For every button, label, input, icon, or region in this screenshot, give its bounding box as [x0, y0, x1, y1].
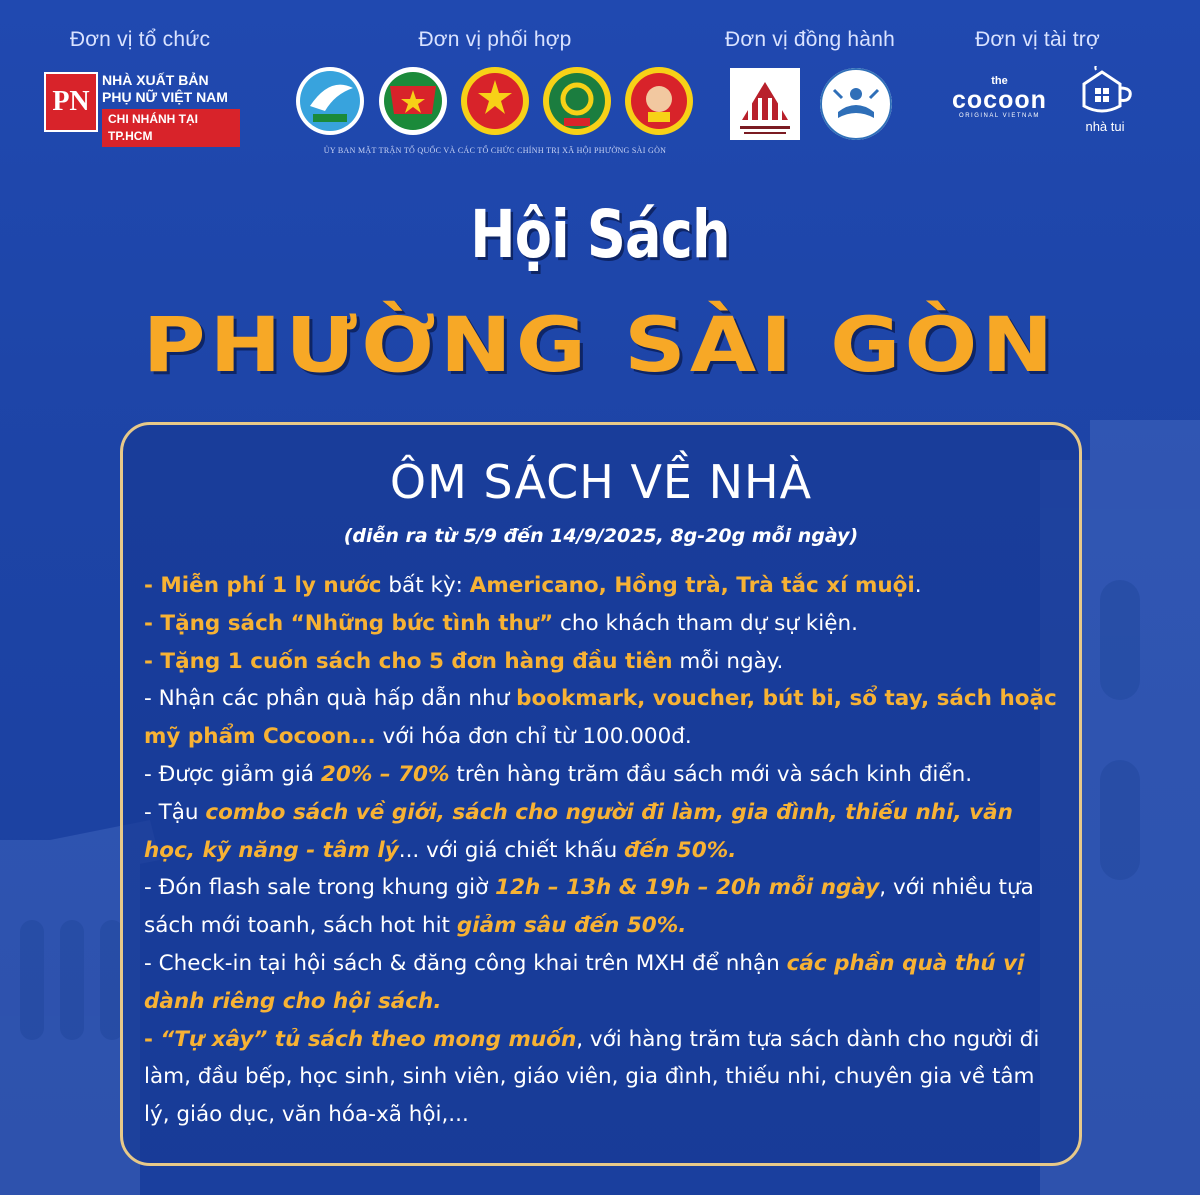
promo-item-text: combo sách về giới, sách cho người đi làm, gia đình, thiếu nhi, văn học, kỹ năng - tâm lý — [144, 799, 1013, 863]
publisher-branch: CHI NHÁNH TẠI TP.HCM — [102, 109, 240, 147]
cocoon-word: cocoon — [952, 86, 1047, 114]
house-of-wisdom-logo — [730, 68, 800, 140]
cup-house-icon — [1076, 66, 1134, 116]
coordinator-label: Đơn vị phối hợp — [418, 28, 572, 51]
promo-item — [144, 945, 1064, 1021]
cocoon-the: the — [991, 75, 1008, 87]
organizer-group — [40, 28, 240, 156]
promo-item-text: - Tặng sách “Những bức tình thư” — [144, 610, 554, 636]
promo-item-text: 20% – 70% — [320, 761, 450, 787]
promo-item-text: - Tặng 1 cuốn sách cho 5 đơn hàng đầu tiên — [144, 648, 673, 674]
promo-item — [144, 567, 1064, 605]
panel-heading: ÔM SÁCH VỀ NHÀ — [389, 455, 813, 509]
promo-item — [144, 756, 1064, 794]
fatherland-front-logo — [460, 66, 530, 136]
promo-item-text: bất kỳ: — [381, 573, 470, 598]
coordinator-group — [290, 28, 700, 156]
cocoon-sub: ORIGINAL VIETNAM — [959, 113, 1040, 119]
committee-caption: ỦY BAN MẶT TRẬN TỔ QUỐC VÀ CÁC TỔ CHỨC CHÍNH TRỊ XÃ HỘI PHƯỜNG SÀI GÒN — [323, 146, 667, 155]
publisher-name-line1: NHÀ XUẤT BẢN — [102, 72, 209, 88]
nha-tui-logo — [1075, 66, 1135, 134]
title-line1: Hội Sách — [470, 196, 730, 273]
promo-item — [144, 643, 1064, 681]
promo-item-text: các phần quà thú vị dành riêng cho hội sách. — [144, 950, 1025, 1014]
promo-item-text: cho khách tham dự sự kiện. — [553, 610, 858, 636]
companion-label: Đơn vị đồng hành — [725, 28, 895, 51]
promo-item-text: với hóa đơn chỉ từ 100.000đ. — [375, 724, 692, 750]
promo-item — [144, 605, 1064, 643]
promo-item-text: mỗi ngày. — [672, 648, 784, 674]
panel-dates: (diễn ra từ 5/9 đến 14/9/2025, 8g-20g mỗi ngày) — [343, 525, 859, 547]
promo-item-text: . — [914, 573, 922, 598]
pn-publisher-logo: PN — [44, 72, 98, 132]
promo-item — [144, 1021, 1064, 1134]
labor-union-logo — [542, 66, 612, 136]
promo-item — [144, 869, 1064, 945]
promo-item — [144, 794, 1064, 870]
promo-item — [144, 680, 1064, 756]
nha-tui-text: nhà tui — [1085, 119, 1125, 134]
sponsor-header — [0, 28, 1200, 178]
publisher-name — [102, 72, 240, 147]
sponsor-label: Đơn vị tài trợ — [975, 28, 1100, 51]
promo-item-text: - Được giảm giá — [144, 761, 321, 787]
promo-item-text: bookmark, voucher, bút bi, sổ tay, sách hoặc mỹ phẩm Cocoon... — [144, 686, 1057, 750]
publisher-name-line2: PHỤ NỮ VIỆT NAM — [102, 89, 228, 105]
organizer-label: Đơn vị tổ chức — [69, 28, 211, 51]
compassion-books-logo — [820, 68, 892, 140]
promo-item-text: - Tậu — [144, 799, 206, 825]
promo-list — [144, 567, 1064, 1134]
sponsor-group — [930, 28, 1145, 156]
women-union-logo — [295, 66, 365, 136]
promo-item-text: - Check-in tại hội sách & đăng công khai trên MXH để nhận — [144, 950, 787, 976]
veterans-logo — [624, 66, 694, 136]
companion-group — [705, 28, 915, 156]
promo-item-text: - Miễn phí 1 ly nước — [144, 573, 382, 598]
promo-item-text: - Nhận các phần quà hấp dẫn như — [144, 686, 517, 712]
promo-item-text: 12h – 13h & 19h – 20h mỗi ngày — [495, 875, 880, 901]
promo-item-text: giảm sâu đến 50%. — [456, 913, 687, 939]
promo-panel — [120, 422, 1082, 1166]
promo-item-text: - Đón flash sale trong khung giờ — [144, 875, 496, 901]
promo-item-text: đến 50%. — [624, 837, 737, 863]
cocoon-logo — [952, 76, 1047, 119]
promo-item-text: ... với giá chiết khấu — [398, 837, 625, 863]
promo-item-text: , với nhiều tựa sách mới toanh, sách hot hit — [144, 875, 1034, 939]
promo-item-text: , với hàng trăm tựa sách dành cho người đi làm, đầu bếp, học sinh, sinh viên, giáo viên, gia đình, thiếu nhi, chuyên gia về tâm lý, giáo dục, văn hóa-xã hội,... — [144, 1026, 1040, 1128]
title-line2: PHƯỜNG SÀI GÒN — [142, 300, 1058, 390]
promo-item-text: “Tự xây” tủ sách theo mong muốn — [160, 1026, 577, 1052]
promo-item-text: trên hàng trăm đầu sách mới và sách kinh điển. — [449, 761, 973, 787]
promo-item-text: Americano, Hồng trà, Trà tắc xí muội — [469, 573, 915, 598]
youth-union-logo — [378, 66, 448, 136]
promo-item-text: - — [144, 1026, 161, 1052]
